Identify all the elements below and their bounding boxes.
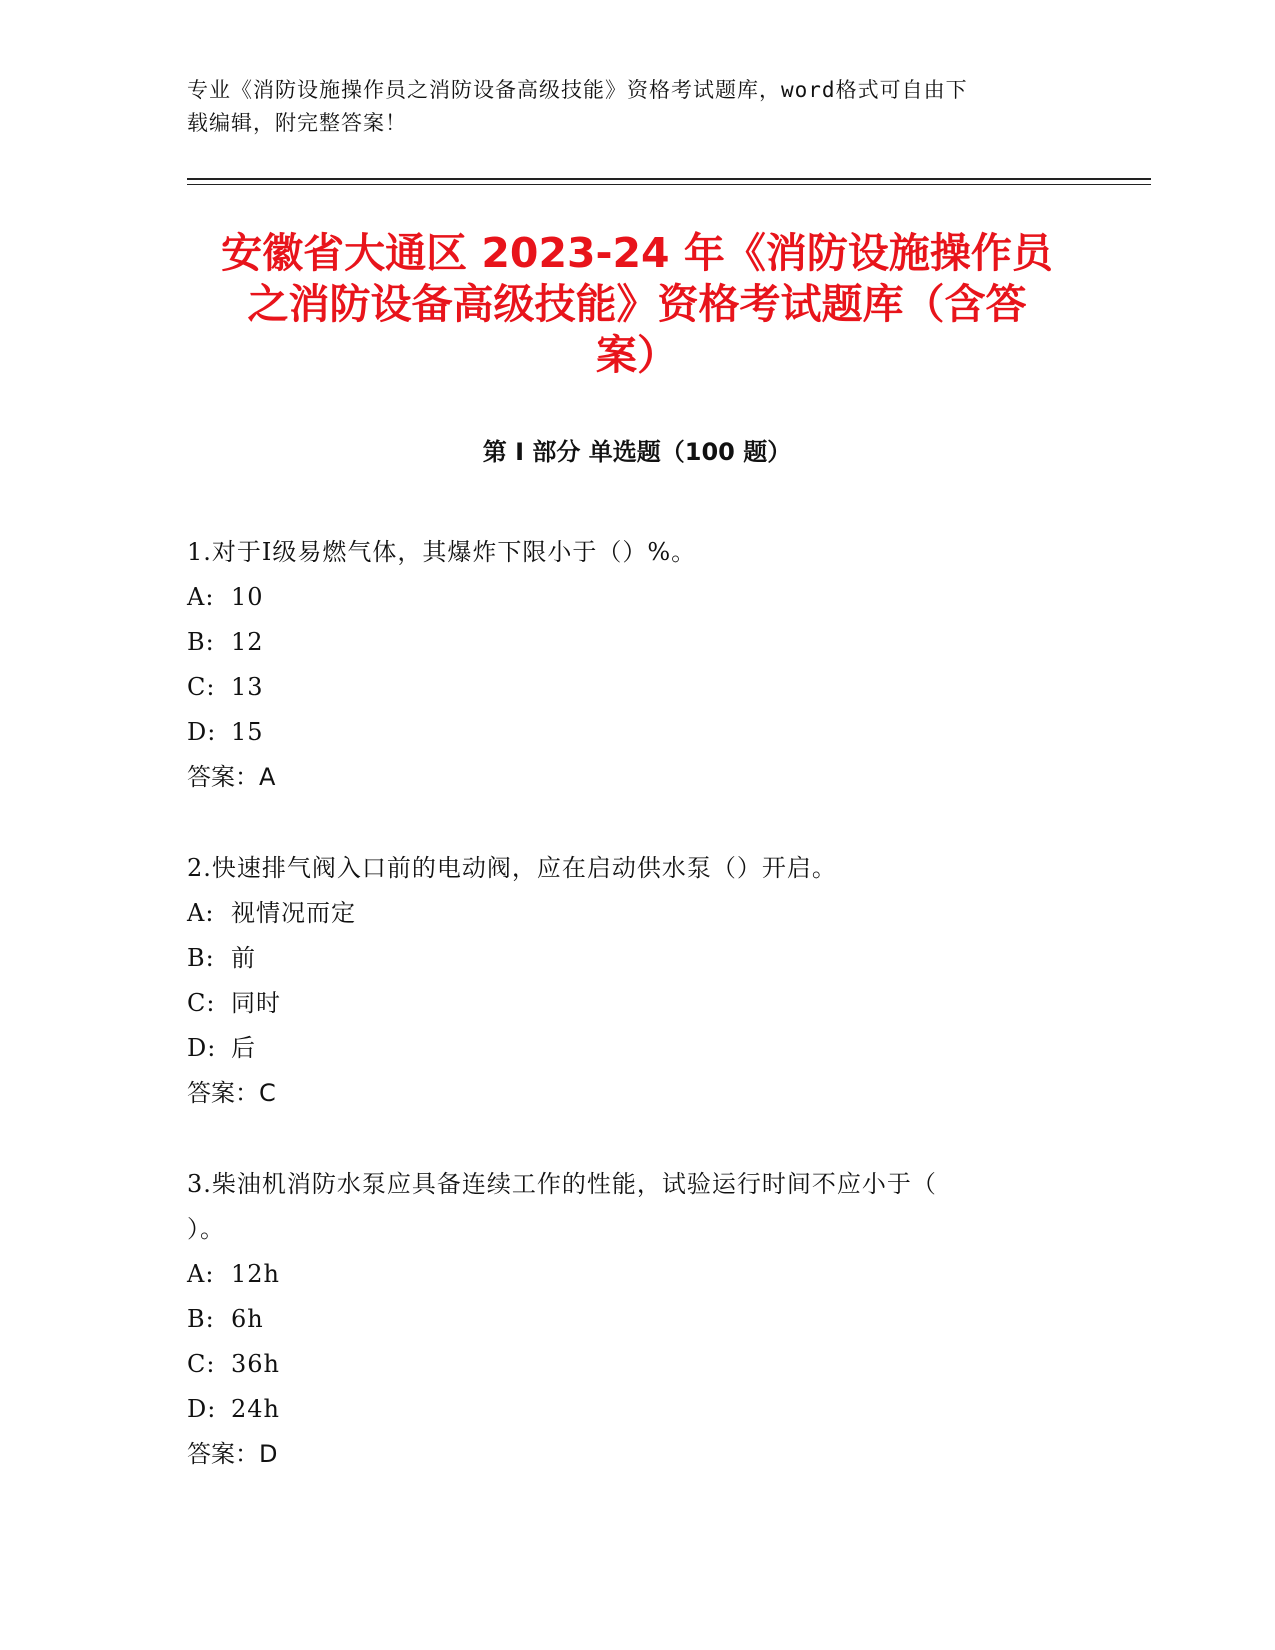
option-a bbox=[187, 575, 1087, 620]
question-stem: 1.对于Ⅰ级易燃气体，其爆炸下限小于（）%。 bbox=[187, 538, 697, 566]
answer-value: D bbox=[259, 1440, 278, 1468]
option-letter: C: bbox=[187, 1350, 216, 1378]
option-a bbox=[187, 1252, 1087, 1297]
header-divider-thin bbox=[187, 184, 1151, 185]
answer-line bbox=[187, 1071, 1087, 1116]
option-text: 24h bbox=[231, 1395, 280, 1423]
question-stem: 2.快速排气阀入口前的电动阀，应在启动供水泵（）开启。 bbox=[187, 854, 837, 882]
option-text: 36h bbox=[231, 1350, 280, 1378]
title-line: 安徽省大通区 2023-24 年《消防设施操作员 bbox=[221, 229, 1053, 277]
option-letter: A: bbox=[187, 1260, 215, 1288]
option-c bbox=[187, 1342, 1087, 1387]
option-letter: A: bbox=[187, 583, 215, 611]
option-b bbox=[187, 620, 1087, 665]
title-line: 之消防设备高级技能》资格考试题库（含答 bbox=[247, 280, 1027, 328]
option-letter: D: bbox=[187, 718, 217, 746]
option-b bbox=[187, 936, 1087, 981]
question-list bbox=[187, 530, 1087, 1523]
option-text: 12h bbox=[231, 1260, 280, 1288]
title-line: 案） bbox=[596, 331, 678, 379]
answer-value: A bbox=[259, 763, 276, 791]
option-b bbox=[187, 1297, 1087, 1342]
document-title bbox=[187, 228, 1087, 381]
option-text: 6h bbox=[231, 1305, 264, 1333]
option-text: 前 bbox=[231, 944, 256, 972]
option-letter: D: bbox=[187, 1034, 217, 1062]
question-1 bbox=[187, 530, 1087, 800]
answer-label: 答案： bbox=[187, 1079, 259, 1107]
answer-label: 答案： bbox=[187, 1440, 259, 1468]
option-d bbox=[187, 1387, 1087, 1432]
option-letter: A: bbox=[187, 899, 215, 927]
option-letter: B: bbox=[187, 944, 215, 972]
option-text: 后 bbox=[231, 1034, 256, 1062]
option-c bbox=[187, 981, 1087, 1026]
option-letter: C: bbox=[187, 989, 216, 1017]
header-note-line: 载编辑，附完整答案！ bbox=[187, 111, 407, 135]
option-text: 10 bbox=[231, 583, 264, 611]
option-letter: B: bbox=[187, 1305, 215, 1333]
question-3 bbox=[187, 1162, 1087, 1477]
option-d bbox=[187, 710, 1087, 755]
question-stem: 3.柴油机消防水泵应具备连续工作的性能，试验运行时间不应小于（ bbox=[187, 1170, 937, 1198]
answer-line bbox=[187, 1432, 1087, 1477]
option-c bbox=[187, 665, 1087, 710]
option-d bbox=[187, 1026, 1087, 1071]
option-letter: B: bbox=[187, 628, 215, 656]
option-text: 视情况而定 bbox=[231, 899, 356, 927]
option-letter: C: bbox=[187, 673, 216, 701]
answer-value: C bbox=[259, 1079, 276, 1107]
option-text: 同时 bbox=[231, 989, 281, 1017]
header-divider-thick bbox=[187, 178, 1151, 180]
question-stem-continued: ）。 bbox=[187, 1215, 225, 1243]
header-note-line: 专业《消防设施操作员之消防设备高级技能》资格考试题库，word格式可自由下 bbox=[187, 78, 968, 102]
answer-label: 答案： bbox=[187, 763, 259, 791]
question-2 bbox=[187, 846, 1087, 1116]
option-text: 13 bbox=[231, 673, 264, 701]
header-note bbox=[187, 74, 1087, 140]
option-text: 15 bbox=[231, 718, 264, 746]
option-text: 12 bbox=[231, 628, 264, 656]
section-heading: 第 I 部分 单选题（100 题） bbox=[482, 438, 792, 466]
answer-line bbox=[187, 755, 1087, 800]
option-a bbox=[187, 891, 1087, 936]
option-letter: D: bbox=[187, 1395, 217, 1423]
